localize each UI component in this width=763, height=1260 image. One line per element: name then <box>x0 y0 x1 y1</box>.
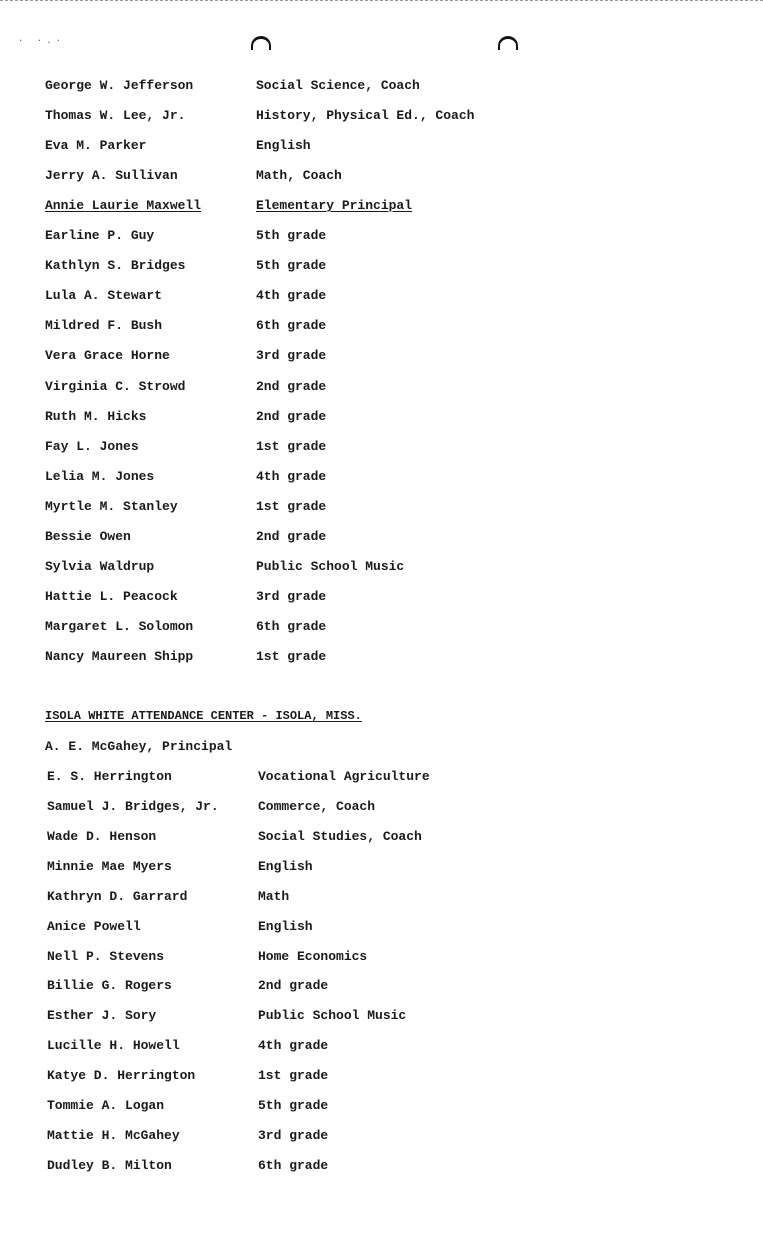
staff-name: E. S. Herrington <box>47 769 172 784</box>
staff-name: Annie Laurie Maxwell <box>45 198 202 214</box>
staff-name: Lula A. Stewart <box>45 288 163 304</box>
perforated-top-edge <box>0 0 763 1</box>
staff-name: Dudley B. Milton <box>47 1157 172 1173</box>
staff-role: 6th grade <box>258 1157 329 1173</box>
staff-name: Virginia C. Strowd <box>45 378 186 394</box>
staff-name: Katye D. Herrington <box>47 1068 196 1084</box>
staff-role: 1st grade <box>256 648 327 664</box>
staff-name: Wade D. Henson <box>47 828 157 844</box>
staff-role: Home Economics <box>258 948 368 964</box>
staff-name: Esther J. Sory <box>47 1008 157 1024</box>
staff-role: 5th grade <box>256 258 327 274</box>
staff-role: 2nd grade <box>256 378 327 394</box>
staff-name: Bessie Owen <box>45 528 131 544</box>
staff-role: Vocational Agriculture <box>258 769 430 784</box>
staff-name: Fay L. Jones <box>45 438 139 454</box>
staff-role: 3rd grade <box>256 588 327 604</box>
staff-name: Myrtle M. Stanley <box>45 498 178 514</box>
staff-role: 2nd grade <box>256 408 327 424</box>
staff-role: Public School Music <box>256 558 405 574</box>
staff-name: Anice Powell <box>47 918 141 934</box>
staff-role: English <box>258 918 313 934</box>
staff-role: Math <box>258 888 290 904</box>
staff-role: 2nd grade <box>256 528 327 544</box>
staff-role: Math, Coach <box>256 168 342 184</box>
section-heading: ISOLA WHITE ATTENDANCE CENTER - ISOLA, MISS. <box>45 709 362 723</box>
staff-role: 1st grade <box>258 1068 329 1084</box>
staff-name: George W. Jefferson <box>45 78 194 93</box>
staff-role: 1st grade <box>256 438 327 454</box>
staff-name: Lelia M. Jones <box>45 468 155 484</box>
staff-name: Kathryn D. Garrard <box>47 888 188 904</box>
staff-name: Mildred F. Bush <box>45 318 163 334</box>
staff-role: 4th grade <box>256 468 327 484</box>
staff-name: Kathlyn S. Bridges <box>45 258 186 274</box>
staff-name: Nell P. Stevens <box>47 948 165 964</box>
staff-role: 2nd grade <box>258 978 329 994</box>
staff-role: English <box>256 138 311 154</box>
staff-role: 6th grade <box>256 318 327 334</box>
principal-line: A. E. McGahey, Principal <box>45 739 233 754</box>
staff-role: History, Physical Ed., Coach <box>256 108 475 124</box>
staff-name: Tommie A. Logan <box>47 1098 165 1114</box>
staff-name: Lucille H. Howell <box>47 1038 180 1054</box>
staff-name: Mattie H. McGahey <box>47 1128 180 1144</box>
staff-role: 5th grade <box>256 228 327 244</box>
staff-role: Elementary Principal <box>256 198 413 214</box>
staff-name: Vera Grace Horne <box>45 348 170 364</box>
staff-role: Social Science, Coach <box>256 78 420 93</box>
staff-name: Margaret L. Solomon <box>45 618 194 634</box>
staff-role: 4th grade <box>256 288 327 304</box>
staff-name: Eva M. Parker <box>45 138 147 154</box>
staff-name: Hattie L. Peacock <box>45 588 178 604</box>
staff-role: Public School Music <box>258 1008 407 1024</box>
punch-hole-mark-left <box>251 36 271 50</box>
staff-name: Nancy Maureen Shipp <box>45 648 194 664</box>
staff-role: Commerce, Coach <box>258 798 376 814</box>
punch-hole-mark-right <box>498 36 518 50</box>
staff-role: 4th grade <box>258 1038 329 1054</box>
staff-name: Minnie Mae Myers <box>47 858 172 874</box>
staff-name: Sylvia Waldrup <box>45 558 155 574</box>
staff-role: English <box>258 858 313 874</box>
staff-role: 5th grade <box>258 1098 329 1114</box>
staff-name: Billie G. Rogers <box>47 978 172 994</box>
staff-name: Earline P. Guy <box>45 228 155 244</box>
scan-specks: · ·.· <box>18 36 66 46</box>
staff-name: Ruth M. Hicks <box>45 408 147 424</box>
staff-role: Social Studies, Coach <box>258 828 422 844</box>
staff-role: 3rd grade <box>258 1128 329 1144</box>
staff-role: 1st grade <box>256 498 327 514</box>
staff-name: Jerry A. Sullivan <box>45 168 178 184</box>
staff-role: 3rd grade <box>256 348 327 364</box>
staff-role: 6th grade <box>256 618 327 634</box>
staff-name: Thomas W. Lee, Jr. <box>45 108 186 124</box>
staff-name: Samuel J. Bridges, Jr. <box>47 798 219 814</box>
